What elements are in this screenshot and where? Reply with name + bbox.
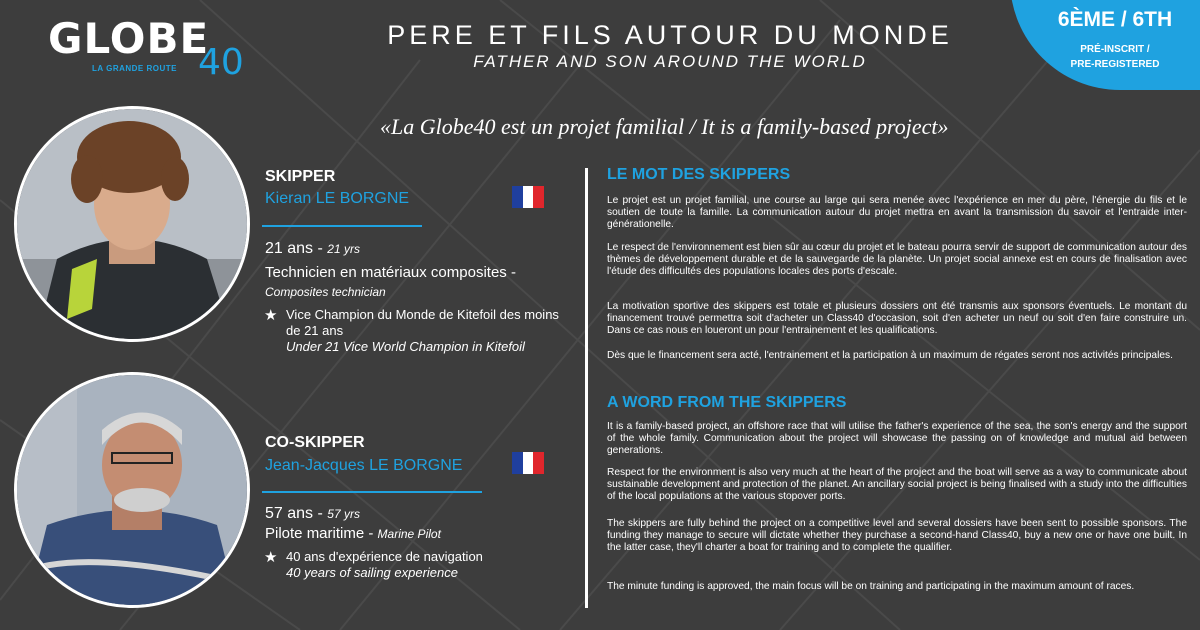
skipper-name: Kieran LE BORGNE xyxy=(265,190,410,207)
skipper-rule xyxy=(262,225,422,227)
skipper-achievement-en: Under 21 Vice World Champion in Kitefoil xyxy=(286,339,525,354)
en-paragraph: The skippers are fully behind the project on a competitive level and several dossiers have been sent to possible sponsors. The funding they manage to secure will dictate whether they purchase a second-hand Class40, buy a new one or have one built. In the latter case, they'll charter a boat for training and to complete the qualifier. xyxy=(607,518,1187,553)
coskipper-achievement-fr: 40 ans d'expérience de navigation xyxy=(286,549,483,564)
star-icon: ★ xyxy=(264,307,278,324)
skipper-photo xyxy=(14,106,250,342)
skipper-age xyxy=(265,240,360,258)
column-divider xyxy=(585,168,588,608)
skipper-achievement xyxy=(286,307,576,355)
coskipper-age-fr: 57 ans xyxy=(265,505,314,522)
coskipper-job-fr: Pilote maritime xyxy=(265,525,365,542)
skipper-job xyxy=(265,264,516,281)
skipper-job-separator: - xyxy=(506,264,516,281)
page-subtitle: FATHER AND SON AROUND THE WORLD xyxy=(473,52,867,71)
fr-paragraph: Dès que le financement sera acté, l'entrainement et la participation à un maximum de régates seront nos activités principales. xyxy=(607,350,1173,361)
coskipper-photo xyxy=(14,372,250,608)
logo-number: 40 xyxy=(198,42,244,83)
coskipper-role: CO-SKIPPER xyxy=(265,434,365,451)
globe40-logo xyxy=(48,14,244,84)
coskipper-age xyxy=(265,505,360,523)
coskipper-flag-icon xyxy=(512,452,544,474)
skipper-age-separator: - xyxy=(313,240,328,257)
coskipper-name: Jean-Jacques LE BORGNE xyxy=(265,457,463,474)
skipper-role: SKIPPER xyxy=(265,168,336,185)
coskipper-achievement-en: 40 years of sailing experience xyxy=(286,565,458,580)
badge-rank: 6ÈME / 6TH xyxy=(1057,8,1173,31)
logo-word: GLOBE xyxy=(48,14,210,63)
coskipper-job xyxy=(265,525,441,542)
skipper-flag-icon xyxy=(512,186,544,208)
badge-status xyxy=(1045,42,1185,72)
fr-section-title: LE MOT DES SKIPPERS xyxy=(607,166,791,183)
badge-status-fr: PRÉ-INSCRIT / xyxy=(1080,44,1150,55)
coskipper-job-separator: - xyxy=(364,525,378,542)
skipper-achievement-fr: Vice Champion du Monde de Kitefoil des moins de 21 ans xyxy=(286,307,559,338)
en-paragraph: The minute funding is approved, the main focus will be on training and participating in the maximum amount of races. xyxy=(607,581,1135,592)
coskipper-age-en: 57 yrs xyxy=(327,507,360,521)
en-section-title: A WORD FROM THE SKIPPERS xyxy=(607,394,847,411)
skipper-age-fr: 21 ans xyxy=(265,240,314,257)
en-paragraph: Respect for the environment is also very much at the heart of the project and the boat will serve as a way to communicate about sustainable development and protection of the planet. An ancillary social project is being finalised with a study into the difficulties of the local populations at the various stopover ports. xyxy=(607,467,1187,502)
coskipper-job-en: Marine Pilot xyxy=(377,527,441,541)
en-paragraph: It is a family-based project, an offshore race that will utilise the father's experience of the sea, the son's energy and the support of the whole family. Communication about the project will showcase the passing on of knowledge and mutual aid between generations. xyxy=(607,421,1187,456)
project-quote: «La Globe40 est un projet familial / It is a family-based project» xyxy=(380,114,949,139)
star-icon: ★ xyxy=(264,549,278,566)
skipper-job-fr: Technicien en matériaux composites xyxy=(265,264,507,281)
fr-paragraph: Le projet est un projet familial, une course au large qui sera menée avec l'expérience en mer du père, l'énergie du fils et le soutien de toute la famille. La communication autour du projet mettra en avant la transmission du savoir et l'entraide inter-générationelle. xyxy=(607,195,1187,230)
badge-status-en: PRE-REGISTERED xyxy=(1070,59,1160,70)
coskipper-achievement xyxy=(286,549,576,581)
fr-paragraph: Le respect de l'environnement est bien sûr au cœur du projet et le bateau pourra servir de support de communication autour des thèmes de développement durable et de la sauvegarde de la planète. Un projet social annexe est en cours de finalisation avec l'étude des difficultés des populations locales des ports d'escale. xyxy=(607,242,1187,277)
skipper-job-en: Composites technician xyxy=(265,285,386,299)
page-title: PERE ET FILS AUTOUR DU MONDE xyxy=(387,20,953,50)
coskipper-age-separator: - xyxy=(313,505,328,522)
skipper-age-en: 21 yrs xyxy=(327,242,360,256)
coskipper-rule xyxy=(262,491,482,493)
logo-tagline: LA GRANDE ROUTE xyxy=(92,64,177,73)
fr-paragraph: La motivation sportive des skippers est totale et plusieurs dossiers ont été transmis aux sponsors éventuels. Le montant du financement trouvé permettra soit d'acheter un Class40 d'occasion, soit d'en acheter un neuf ou soit d'en faire construire un. Dans ce cas nous en loueront un pour l'entrainement et les qualifications. xyxy=(607,301,1187,336)
